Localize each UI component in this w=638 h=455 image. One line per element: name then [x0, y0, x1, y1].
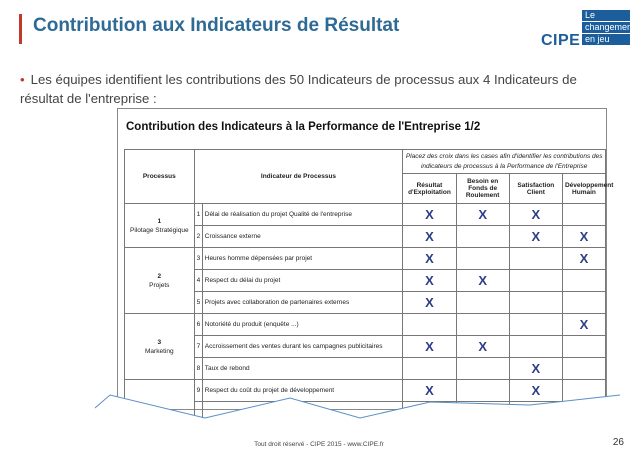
mark-cell[interactable]: X — [403, 292, 456, 314]
header-result: Besoin en Fonds de Roulement — [456, 174, 509, 204]
process-group: 1 Pilotage Stratégique — [125, 204, 195, 248]
row-number: 4 — [194, 270, 202, 292]
row-number: 6 — [194, 314, 202, 336]
mark-cell[interactable]: X — [403, 204, 456, 226]
mark-cell[interactable]: X — [403, 380, 456, 402]
mark-cell[interactable]: X — [562, 248, 605, 270]
header-result: Résultat d'Exploitation — [403, 174, 456, 204]
mark-cell[interactable]: X — [509, 204, 562, 226]
header-result: Satisfaction Client — [509, 174, 562, 204]
logo-tagline-line: changement — [582, 22, 630, 33]
row-number: 1 — [194, 204, 202, 226]
header-instruction: Placez des croix dans les cases afin d'identifier les contributions des indicateurs de processus à la Performance de l'Entreprise — [403, 150, 606, 174]
indicator-label: Délai de réalisation du projet Qualité de l'entreprise — [202, 204, 403, 226]
header-process: Processus — [125, 150, 195, 204]
indicator-label: Respect du coût du projet de développement — [202, 380, 403, 402]
process-group: 2 Projets — [125, 248, 195, 314]
logo-tagline-line: Le — [582, 10, 630, 21]
slide-title: Contribution aux Indicateurs de Résultat — [33, 15, 400, 36]
mark-cell[interactable]: X — [562, 314, 605, 336]
logo-wordmark: CIPE — [541, 32, 581, 49]
indicator-label: Notoriété du produit (enquête ...) — [202, 314, 403, 336]
indicator-label: Projets avec collaboration de partenaires externes — [202, 292, 403, 314]
process-group: 3 Marketing — [125, 314, 195, 380]
row-number: 7 — [194, 336, 202, 358]
mark-cell[interactable]: X — [456, 270, 509, 292]
mark-cell[interactable]: X — [456, 204, 509, 226]
document-title: Contribution des Indicateurs à la Performance de l'Entreprise 1/2 — [126, 121, 481, 133]
bullet-dot-icon: • — [20, 72, 25, 87]
mark-cell[interactable]: X — [403, 226, 456, 248]
mark-cell[interactable]: X — [403, 248, 456, 270]
header-result: Développement Humain — [562, 174, 605, 204]
footer-copyright: Tout droit réservé - CIPE 2015 - www.CIPE.fr — [254, 441, 384, 448]
logo-tagline-line: en jeu — [582, 34, 630, 45]
mark-cell[interactable]: X — [403, 270, 456, 292]
indicator-label: Respect du délai du projet — [202, 270, 403, 292]
row-number: 3 — [194, 248, 202, 270]
mark-cell[interactable]: X — [456, 336, 509, 358]
indicator-label: Accroissement des ventes durant les campagnes publicitaires — [202, 336, 403, 358]
row-number: 5 — [194, 292, 202, 314]
row-number: 9 — [194, 380, 202, 402]
page-number: 26 — [612, 437, 624, 448]
mark-cell[interactable]: X — [562, 226, 605, 248]
mark-cell[interactable]: X — [403, 336, 456, 358]
mark-cell[interactable]: X — [509, 358, 562, 380]
bullet-text-content: Les équipes identifient les contributions des 50 Indicateurs de processus aux 4 Indicateurs de résultat de l'entreprise : — [20, 72, 577, 106]
mark-cell[interactable]: X — [509, 226, 562, 248]
indicator-label: Croissance externe — [202, 226, 403, 248]
mark-cell[interactable]: X — [509, 380, 562, 402]
indicator-label: Taux de rebond — [202, 358, 403, 380]
row-number: 8 — [194, 358, 202, 380]
row-number: 2 — [194, 226, 202, 248]
indicator-label: Heures homme dépensées par projet — [202, 248, 403, 270]
header-indicator: Indicateur de Processus — [194, 150, 403, 204]
